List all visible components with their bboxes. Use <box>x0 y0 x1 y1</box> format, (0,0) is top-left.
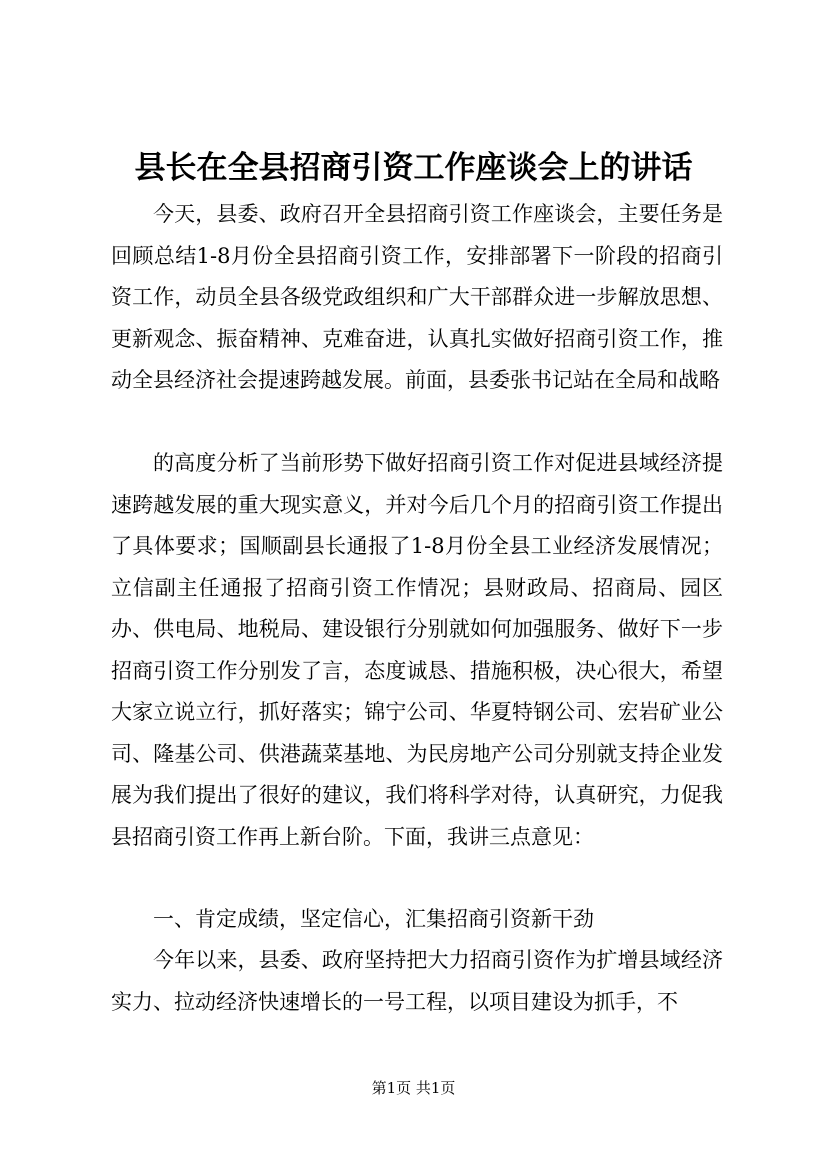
document-title: 县长在全县招商引资工作座谈会上的讲话 <box>134 150 693 186</box>
section-heading-one: 一、肯定成绩，坚定信心，汇集招商引资新干劲 <box>153 907 594 931</box>
paragraph-intro: 今天，县委、政府召开全县招商引资工作座谈会，主要任务是回顾总结1-8月份全县招商引资工作，安排部署下一阶段的招商引资工作，动员全县各级党政组织和广大干部群众进一步解放思想、更新观念、振奋精神、克难奋进，认真扎实做好招商引资工作，推动全县经济社会提速跨越发展。前面，县委张书记站在全局和战略 <box>111 202 723 392</box>
paragraph-meeting-summary: 的高度分析了当前形势下做好招商引资工作对促进县域经济提速跨越发展的重大现实意义，并对今后几个月的招商引资工作提出了具体要求；国顺副县长通报了1-8月份全县工业经济发展情况；立信副主任通报了招商引资工作情况；县财政局、招商局、园区办、供电局、地税局、建设银行分别就如何加强服务、做好下一步招商引资工作分别发了言，态度诚恳、措施积极，决心很大，希望大家立说立行，抓好落实；锦宁公司、华夏特钢公司、宏岩矿业公司、隆基公司、供港蔬菜基地、为民房地产公司分别就支持企业发展为我们提出了很好的建议，我们将科学对待，认真研究，力促我县招商引资工作再上新台阶。下面，我讲三点意见： <box>111 451 723 849</box>
paragraph-section-one: 今年以来，县委、政府坚持把大力招商引资作为扩增县域经济实力、拉动经济快速增长的一号工程，以项目建设为抓手，不 <box>111 948 723 1014</box>
page-footer: 第1页 共1页 <box>371 1079 456 1097</box>
